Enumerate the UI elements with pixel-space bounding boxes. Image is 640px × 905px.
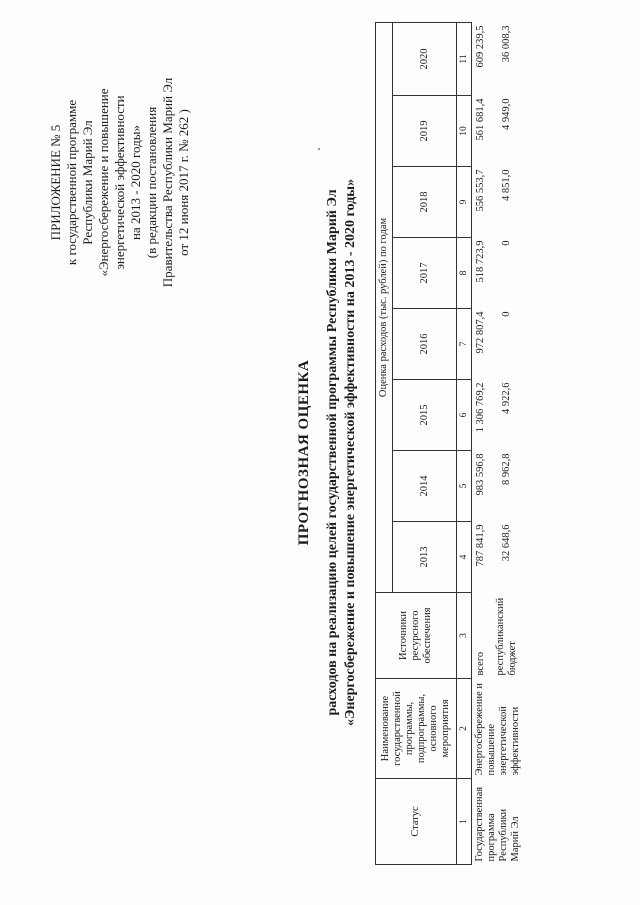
header-estimate-group: Оценка расходов (тыс. рублей) по годам <box>376 23 393 593</box>
column-number: 5 <box>457 451 472 522</box>
column-number-row <box>457 23 472 865</box>
row-value: 36 008,3 <box>501 25 513 63</box>
appendix-block <box>48 20 192 345</box>
header-year: 2017 <box>393 238 457 309</box>
row-value: 972 807,4 <box>475 311 487 354</box>
header-year: 2015 <box>393 380 457 451</box>
document-title: ПРОГНОЗНАЯ ОЦЕНКА <box>296 359 312 546</box>
header-status: Статус <box>376 779 457 865</box>
subtitle-line: «Энергосбережение и повышение энергетической эффективности на 2013 - 2020 годы» <box>343 178 358 727</box>
row-value: 518 723,9 <box>475 240 487 283</box>
row-value: 8 962,8 <box>501 453 513 485</box>
row-value: 609 239,5 <box>475 25 487 68</box>
appendix-line: (в редакции постановления <box>144 106 159 259</box>
row-value: 0 <box>501 240 513 246</box>
row-value: 4 922,6 <box>501 382 513 414</box>
row-value: 4 851,0 <box>501 169 513 201</box>
appendix-line: от 12 июня 2017 г. № 262 ) <box>176 109 191 256</box>
appendix-line: энергетической эффективности <box>112 95 127 270</box>
column-number: 10 <box>457 96 472 167</box>
header-name: Наименование государственной программы, подпрограммы, основного мероприятия <box>376 679 457 779</box>
row-value: 4 949,0 <box>501 98 513 130</box>
row-source: республиканский бюджет <box>495 597 519 676</box>
header-year: 2016 <box>393 309 457 380</box>
row-name: Энергосбережение и повышение энергетической эффективности <box>474 682 521 776</box>
row-source: всего <box>475 651 487 676</box>
column-number: 4 <box>457 522 472 593</box>
appendix-line: Республики Марий Эл <box>80 120 95 245</box>
document-subtitle <box>324 0 360 905</box>
column-number: 1 <box>457 779 472 865</box>
appendix-line: Правительства Республики Марий Эл <box>160 77 175 288</box>
header-year: 2014 <box>393 451 457 522</box>
scan-speck <box>318 148 320 150</box>
row-value: 1 306 769,2 <box>475 382 487 433</box>
column-number: 3 <box>457 593 472 679</box>
column-number: 7 <box>457 309 472 380</box>
column-number: 2 <box>457 679 472 779</box>
budget-table <box>375 22 524 865</box>
column-number: 9 <box>457 167 472 238</box>
appendix-line: «Энергосбережение и повышение <box>96 88 111 277</box>
table-row <box>472 23 491 865</box>
row-value: 556 553,7 <box>475 169 487 212</box>
row-value: 561 681,4 <box>475 98 487 141</box>
row-value: 787 841,9 <box>475 524 487 567</box>
appendix-line: ПРИЛОЖЕНИЕ № 5 <box>48 124 63 241</box>
header-year: 2019 <box>393 96 457 167</box>
header-year: 2020 <box>393 23 457 96</box>
column-number: 8 <box>457 238 472 309</box>
header-sources: Источники ресурсного обеспечения <box>376 593 457 679</box>
appendix-line: на 2013 - 2020 годы» <box>128 124 143 241</box>
header-year: 2018 <box>393 167 457 238</box>
subtitle-line: расходов на реализацию целей государственной программы Республики Марий Эл <box>325 189 340 716</box>
row-value: 32 648,6 <box>501 524 513 562</box>
row-status: Государственная программа Республики Марий Эл <box>474 786 521 862</box>
column-number: 6 <box>457 380 472 451</box>
row-value: 983 596,8 <box>475 453 487 496</box>
column-number: 11 <box>457 23 472 96</box>
appendix-line: к государственной программе <box>64 99 79 266</box>
header-year: 2013 <box>393 522 457 593</box>
row-value: 0 <box>501 311 513 317</box>
